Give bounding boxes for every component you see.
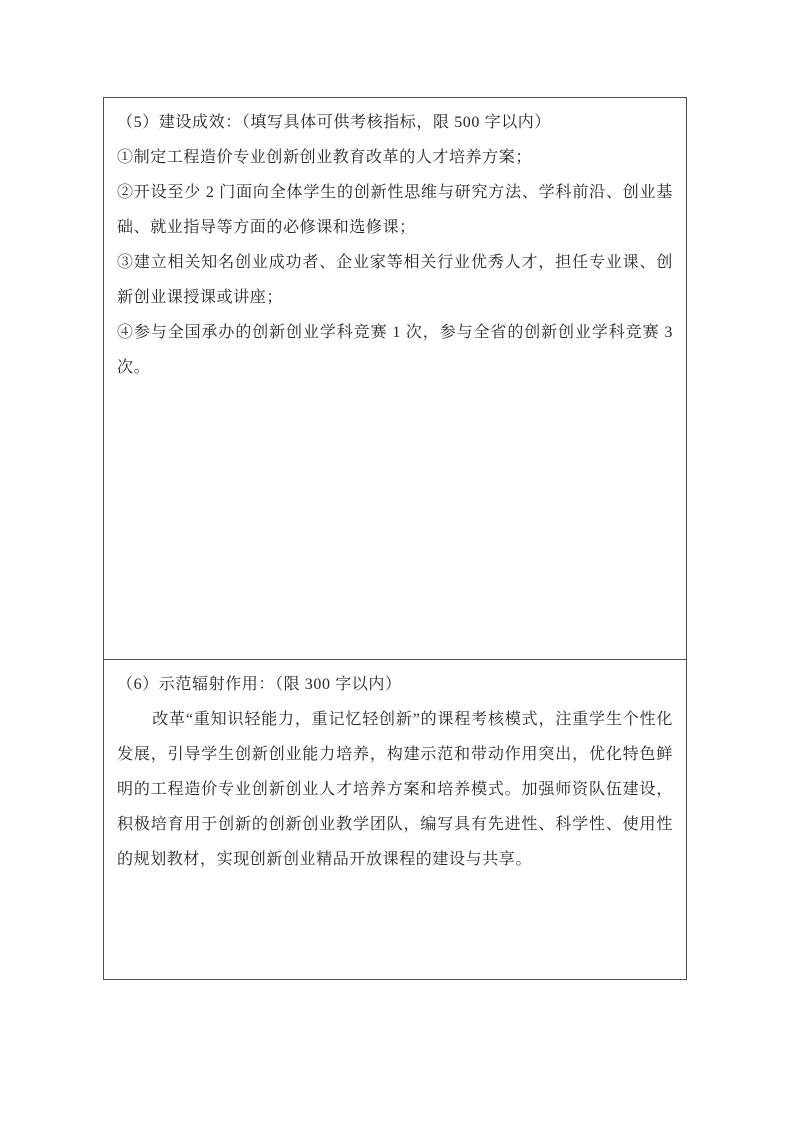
section-5-item-2: ②开设至少 2 门面向全体学生的创新性思维与研究方法、学科前沿、创业基础、就业指导等方面的必修课和选修课； [117,184,673,236]
section-5-title: （5）建设成效：（填写具体可供考核指标，限 500 字以内） [117,114,552,131]
section-5-item-3: ③建立相关知名创业成功者、企业家等相关行业优秀人才，担任专业课、创新创业课授课或讲座； [117,254,673,306]
section-5-item-4: ④参与全国承办的创新创业学科竞赛 1 次，参与全省的创新创业学科竞赛 3 次。 [117,324,673,376]
section-6-title: （6）示范辐射作用：（限 300 字以内） [117,676,402,693]
section-6-cell [104,659,686,980]
section-5-item-1: ①制定工程造价专业创新创业教育改革的人才培养方案； [117,149,533,166]
form-table [103,97,687,980]
section-5-cell [104,98,686,659]
section-6-paragraph: 改革“重知识轻能力，重记忆轻创新”的课程考核模式，注重学生个性化发展，引导学生创新创业能力培养，构建示范和带动作用突出，优化特色鲜明的工程造价专业创新创业人才培养方案和培养模式。加强师资队伍建设，积极培育用于创新的创新创业教学团队，编写具有先进性、科学性、使用性的规划教材，实现创新创业精品开放课程的建设与共享。 [117,711,673,868]
